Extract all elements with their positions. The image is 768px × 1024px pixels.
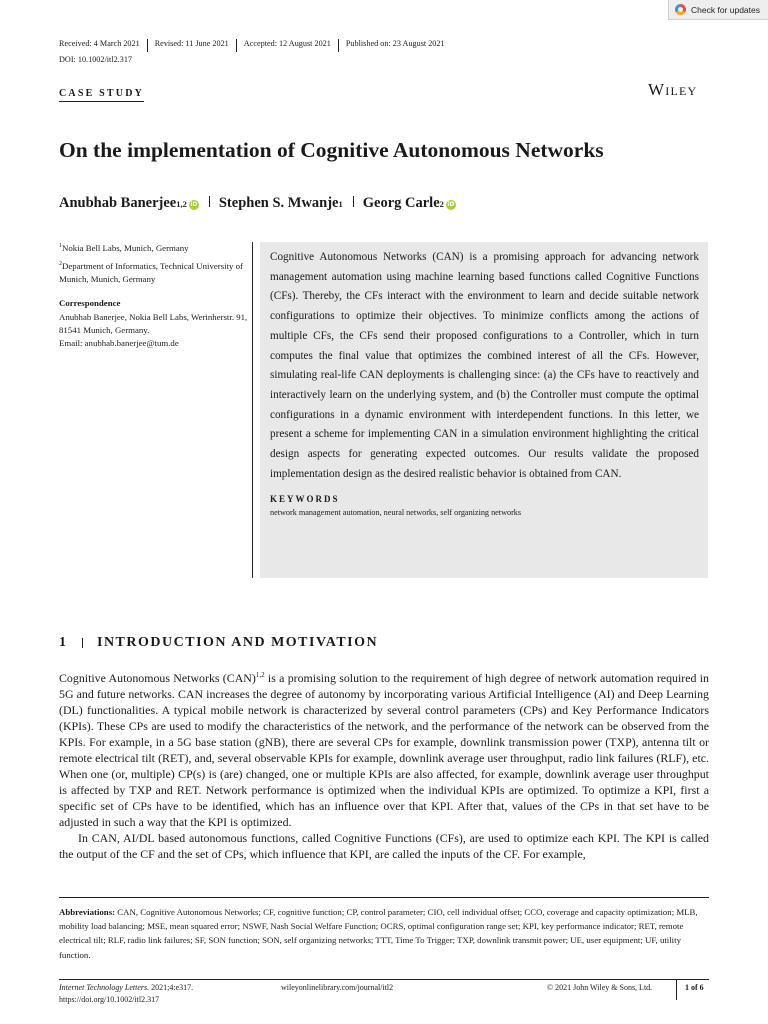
affiliation-text: Department of Informatics, Technical University of Munich, Munich, Germany [59,261,243,285]
author-name: Stephen S. Mwanje [218,195,339,211]
author-name: Anubhab Banerjee [59,195,177,211]
correspondence-heading: Correspondence [59,298,121,309]
author-affiliation-marker: 1,2 [176,199,187,209]
paragraph-text: Cognitive Autonomous Networks (CAN) [59,671,256,685]
doi: DOI: 10.1002/itl2.317 [59,55,133,64]
affiliation [59,258,249,286]
orcid-icon[interactable]: iD [190,201,198,208]
section-number: 1 [59,635,66,650]
paper-title: On the implementation of Cognitive Autonomous Networks [59,138,604,162]
check-for-updates-button[interactable] [668,0,768,20]
article-type: CASE STUDY [59,88,144,102]
affiliation-marker: 1 [59,243,62,249]
correspondence-address: Anubhab Banerjee, Nokia Bell Labs, Werinherstr. 91, 81541 Munich, Germany. [59,311,248,335]
journal-name: Internet Technology Letters. [59,983,150,992]
journal-website-link[interactable]: wileyonlinelibrary.com/journal/itl2 [281,983,394,992]
affiliations-panel [59,240,249,350]
article-history [59,37,445,50]
author-affiliation-marker: 1 [338,199,343,209]
check-for-updates-label: Check for updates [691,4,760,15]
divider [353,196,354,207]
crossmark-icon [675,4,686,15]
correspondence-email[interactable]: Email: anubhab.banerjee@tum.de [59,338,179,349]
page-footer [59,979,709,1005]
citation-marker[interactable]: 1,2 [255,671,265,680]
divider [147,39,148,52]
abstract-box [260,242,708,578]
copyright: © 2021 John Wiley & Sons, Ltd. [547,983,653,992]
abbreviations-label: Abbreviations: [59,907,116,917]
journal-citation [59,982,193,1005]
keywords-heading: KEYWORDS [270,494,340,505]
paragraph-text: is a promising solution to the requirement of high degree of network automation required in 5G and future networks. CAN increases the degree of autonomy by incorporating various Artificial Intelligence (AI) and Deep Learning (DL) functionalities. A typical mobile network is characterized by several control parameters (CPs) and Key Performance Indicators (KPIs). These CPs are used to modify the characteristics of the network, and the performance of the network can be observed from the KPIs. For example, in a 5G base station (gNB), there are several CPs for example, downlink transmission power (TXP), antenna tilt or remote electrical tilt (RET), and, several observable KPIs for example, downlink average user throughput, radio link failures (RLF), etc. When one (or, multiple) CP(s) is (are) changed, one or multiple KPIs are also affected, for example, downlink average user throughput is affected by TXP and RET. Network performance is optimized when the individual KPIs are optimized. To optimize a KPI, first a specific set of CPs have to be identified, which has an influence over that KPI. After that, values of the CPs in that set have to be adjusted in such a way that the KPI is optimized. [59,671,709,829]
author-affiliation-marker: 2 [439,199,444,209]
journal-issue: 2021;4:e317. [149,983,194,992]
author-list [59,195,456,212]
journal-doi-link[interactable]: https://doi.org/10.1002/itl2.317 [59,994,160,1004]
orcid-icon[interactable]: iD [447,201,455,208]
affiliation [59,240,249,255]
affiliation-text: Nokia Bell Labs, Munich, Germany [62,242,189,253]
section-heading [59,635,378,651]
revised-date: Revised: 11 June 2021 [154,39,229,48]
body-text [59,670,709,862]
section-title: INTRODUCTION AND MOTIVATION [97,635,379,650]
divider [209,196,210,207]
divider [236,39,237,52]
publisher-logo: Wiley [648,80,698,99]
published-date: Published on: 23 August 2021 [345,39,445,48]
divider [676,980,677,1000]
abstract-rule [252,242,253,578]
page-number: 1 of 6 [685,983,704,992]
divider [338,39,339,52]
accepted-date: Accepted: 12 August 2021 [243,39,331,48]
abbreviations-footnote [59,897,709,962]
divider [82,638,83,648]
received-date: Received: 4 March 2021 [59,39,140,48]
abstract-text: Cognitive Autonomous Networks (CAN) is a promising approach for advancing network management automation using machine learning based functions called Cognitive Functions (CFs). Thereby, the CFs interact with the environment to learn and decide suitable network configurations to optimize their objectives. To minimize conflicts among the actions of multiple CFs, the CFs send their proposed configurations to a Controller, which in turn computes the final value that optimizes the combined interest of all the CFs. However, simulating real-life CAN deployments is challenging since: (a) the CFs have to reactively and interactively learn on the underlying system, and (b) the Controller must compute the optimal configurations in a dynamic environment with interdependent functions. In this letter, we present a scheme for implementing CAN in a simulation environment highlighting the critical design aspects for generating expected outcomes. Our results validate the proposed implementation design as the desired realistic behavior is obtained from CAN. [270,251,699,480]
author-name: Georg Carle [362,195,440,211]
paragraph: In CAN, AI/DL based autonomous functions, called Cognitive Functions (CFs), are used to optimize each KPI. The KPI is called the output of the CF and the set of CPs, which influence that KPI, are called the inputs of the CF. For example, [59,831,709,861]
abbreviations-text: CAN, Cognitive Autonomous Networks; CF, cognitive function; CP, control parameter; CIO, cell individual offset; CCO, coverage and capacity optimization; MLB, mobility load balancing; MSE, mean squared error; NSWF, Nash Social Welfare Function; OCRS, optimal configuration range set; KPI, key performance indicator; RET, remote electrical tilt; RLF, radio link failures; SF, SON function; SON, self organizing networks; TTT, Time To Trigger; TXP, downlink transmit power; UE, user equipment; UF, utility function. [59,907,698,960]
keywords: network management automation, neural networks, self organizing networks [270,508,522,518]
affiliation-marker: 2 [59,261,62,268]
paragraph [59,670,709,830]
